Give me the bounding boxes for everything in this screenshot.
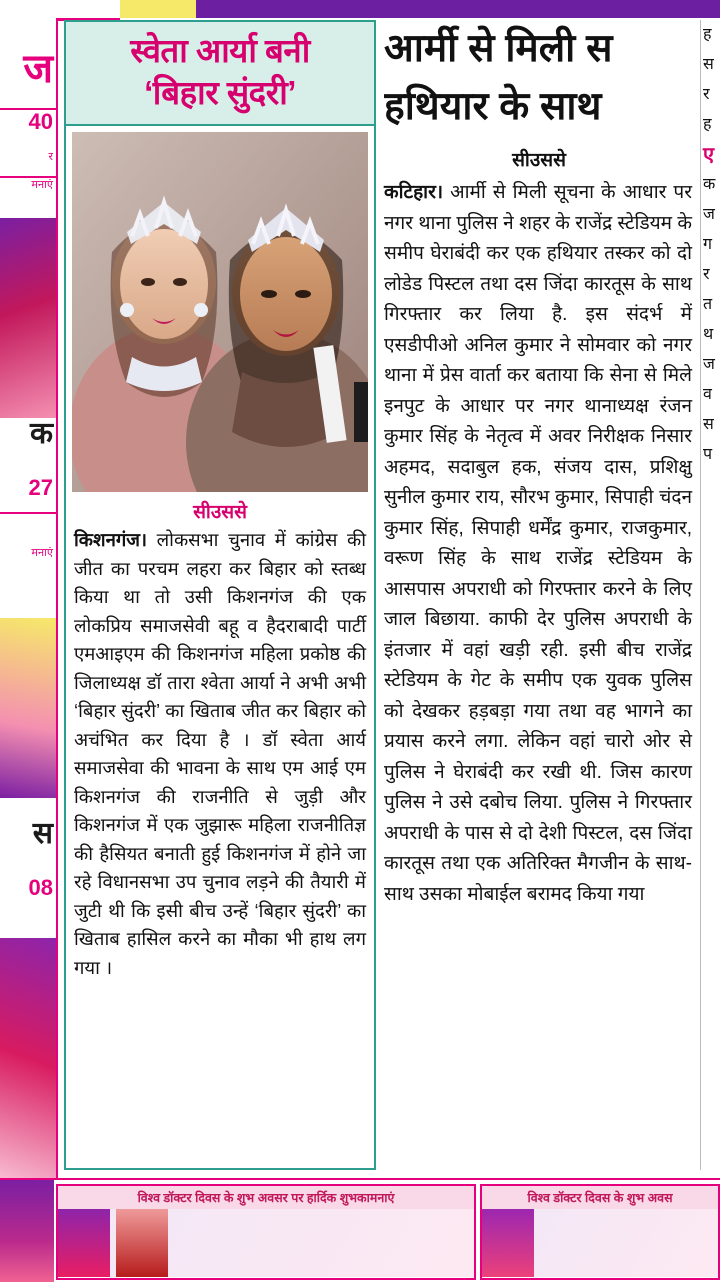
rail-item-6: मनाएं — [31, 547, 53, 559]
right-headline-line-1: आर्मी से मिली स — [384, 27, 613, 70]
left-body-text: लोकसभा चुनाव में कांग्रेस की जीत का परचम लहरा कर बिहार को स्तब्ध किया था तो उसी किशनगंज की एक लोकप्रिय समाजसेवी बहू व हैदराबादी पार्टी एमआइएम की किशनगंज महिला प्रकोष्ठ की जिलाध्यक्ष डॉ तारा श्वेता आर्या ने अभी अभी ‘बिहार सुंदरी’ का खिताब जीत कर बिहार को अचंभित कर दिया है । डॉ स्वेता आर्य समाजसेवा की भावना के साथ एम आई एम किशनगंज की राजनीति से जुड़ी और किशनगंज में एक जुझारू महिला राजनीतिज्ञ की हैसियत बनाती हुई किशनगंज में होने जा रहे विधानसभा उप चुनाव लड़ने की तैयारी में जुटी थी कि इसी बीच उन्हें ‘बिहार सुंदरी’ का खिताब हासिल करने का मौका भी हाथ लग गया । — [74, 529, 366, 978]
ad-1-title: विश्व डॉक्टर दिवस के शुभ अवसर पर हार्दिक शुभकामनाएं — [58, 1186, 474, 1209]
sliver-line-11: ज — [703, 356, 715, 373]
sliver-line-5: क — [703, 176, 716, 193]
bottom-ad-band — [0, 1178, 720, 1282]
ad-1-swatch-photo — [116, 1209, 168, 1277]
rail-item-3: मनाएं — [31, 179, 53, 191]
sliver-line-9: त — [703, 296, 713, 313]
right-body-text: आर्मी से मिली सूचना के आधार पर नगर थाना पुलिस ने शहर के राजेंद्र स्टेडियम के समीप घेराबंदी कर एक हथियार तस्कर को दो लोडेड पिस्टल तथा दस जिंदा कारतूस के साथ गिरफ्तार कर लिया है. इस संदर्भ में एसडीपीओ अनिल कुमार ने सोमवार को नगर थाना में प्रेस वार्ता कर बताया कि सेना से मिले इनपुट के आधार पर नगर थानाध्यक्ष रंजन कुमार सिंह के नेतृत्व में अवर निरीक्षक निसार अहमद, सदाबुल हक, संजय दास, प्रशिक्षु सुनील कुमार राय, सौरभ कुमार, सिपाही चंदन कुमार सिंह, सिपाही धर्मेंद्र कुमार, राजकुमार, वरूण सिंह के साथ राजेंद्र स्टेडियम के आसपास अपराधी को गिरफ्तार करने के लिए जाल बिछाया. काफी देर पुलिस अपराधी के इंतजार में वहां खड़ी रही. इसी बीच राजेंद्र स्टेडियम के गेट के समीप एक युवक पुलिस को देखकर हड़बड़ा गया तथा वह भागने का प्रयास करने लगा. लेकिन वहां चारो ओर से पुलिस ने घेराबंदी कर रखी थी. जिस कारण पुलिस ने उसे दबोच लिया. पुलिस ने गिरफ्तार अपराधी के पास से दो देशी पिस्टल, दस जिंदा कारतूस तथा एक अतिरिक्त मैगजीन के साथ-साथ उसका मोबाईल बरामद किया गया — [384, 182, 692, 905]
right-headline-line-2: हथियार के साथ — [384, 85, 602, 128]
bottom-left-color-block — [0, 1180, 54, 1282]
sliver-line-8: र — [703, 266, 710, 283]
article-bihar-sundari — [64, 20, 376, 1170]
top-color-strip — [0, 0, 720, 18]
right-article-body — [384, 178, 694, 910]
ad-1-body — [58, 1209, 474, 1277]
top-yellow-block — [120, 0, 196, 18]
rail-item-2: र — [0, 150, 56, 178]
sliver-line-14: प — [703, 446, 713, 463]
left-byline: सीउससे — [193, 502, 247, 523]
ad-2-swatch-left — [482, 1209, 534, 1277]
left-article-body — [66, 526, 374, 988]
rail-item-8: 08 — [28, 876, 53, 900]
rail-item-4: क — [29, 418, 53, 450]
left-headline-box — [66, 22, 374, 126]
sliver-line-13: स — [703, 416, 714, 433]
right-byline: सीउससे — [512, 150, 566, 171]
newspaper-page — [58, 20, 720, 1170]
right-edge-column — [700, 20, 720, 1170]
sliver-line-2: र — [703, 86, 710, 103]
sliver-line-1: स — [703, 56, 714, 73]
sliver-line-4: ए — [703, 144, 715, 166]
ad-2-body — [482, 1209, 718, 1277]
rail-item-7: स — [32, 818, 53, 850]
photo-illustration — [72, 132, 368, 492]
sliver-line-0: ह — [703, 26, 712, 43]
rail-item-0: ज — [0, 48, 56, 110]
article-arms-smuggler — [384, 20, 694, 1170]
ad-1-swatch-left — [58, 1209, 110, 1277]
rail-ad-graphic-1 — [0, 218, 56, 418]
left-headline-line-1: स्वेता आर्या बनी — [130, 32, 310, 69]
rail-ad-graphic-3 — [0, 938, 56, 1178]
article-photo — [72, 132, 368, 492]
rail-item-5: 27 — [0, 476, 56, 514]
sliver-line-3: ह — [703, 116, 712, 133]
sliver-line-6: ज — [703, 206, 715, 223]
ad-doctors-day-1 — [56, 1184, 476, 1280]
ad-doctors-day-2 — [480, 1184, 720, 1280]
left-headline-line-2: ‘बिहार सुंदरी’ — [144, 74, 296, 111]
rail-item-1: 40 — [28, 110, 53, 134]
rail-ad-graphic-2 — [0, 618, 56, 798]
top-purple-block — [196, 0, 720, 18]
left-ad-rail — [0, 18, 58, 1178]
ad-2-title: विश्व डॉक्टर दिवस के शुभ अवस — [482, 1186, 718, 1209]
left-dateline: किशनगंज। — [74, 529, 148, 550]
sliver-line-10: थ — [703, 326, 714, 343]
right-dateline: कटिहार। — [384, 182, 444, 203]
sliver-line-7: ग — [703, 236, 713, 253]
sliver-line-12: व — [703, 386, 712, 403]
